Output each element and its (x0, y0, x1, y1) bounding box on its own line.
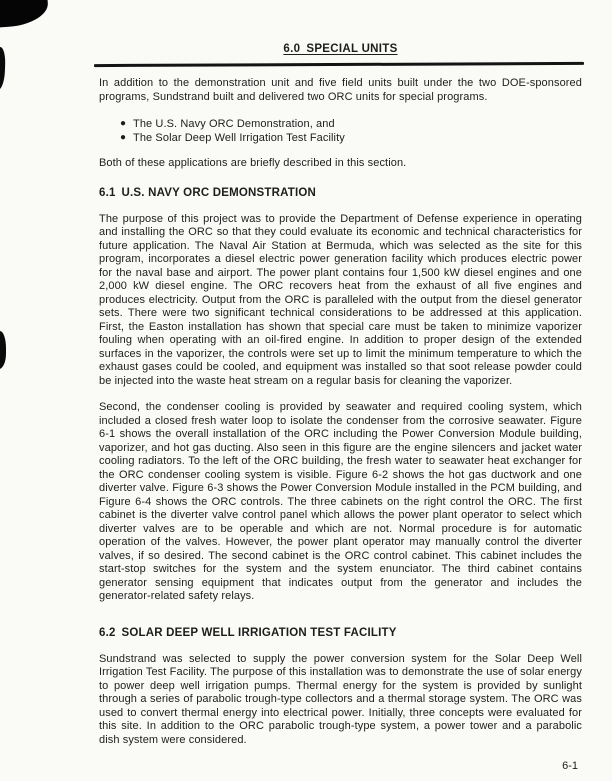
page-content (99, 42, 582, 760)
paragraph-6-2-first: Sundstrand was selected to supply the power conversion system for the Solar Deep Well Irrigation Test Facility. The purpose of this installation was to demonstrate the use of solar energy to power deep well irrigation pumps. Thermal energy for the system is provided by sunlight through a series of parabolic trough-type collectors and a thermal storage system. The ORC was used to convert thermal energy into electrical power. Initially, three concepts were evaluated for this site. In addition to the ORC parabolic trough-type system, a power tower and a parabolic dish system were considered. (99, 652, 582, 746)
intro-paragraph: In addition to the demonstration unit and five field units built under the two DOE-sponsored programs, Sundstrand built and delivered two ORC units for special programs. (99, 77, 582, 103)
page-title: 6.0 SPECIAL UNITS (283, 43, 398, 55)
summary-paragraph: Both of these applications are briefly described in this section. (99, 157, 407, 169)
scan-artifact-left-edge-mid (0, 331, 6, 369)
paragraph-6-1-second: Second, the condenser cooling is provided by seawater and required cooling system, which included a closed fresh water loop to isolate the condenser from the corrosive seawater. Figure 6-1 shows the overall installation of the ORC including the Power Conversion Module building, vaporizer, and hot gas ducting. Also seen in this figure are the engine silencers and jacket water cooling radiators. To the left of the ORC building, the fresh water to seawater heat exchanger for the ORC condenser cooling system is visible. Figure 6-2 shows the hot gas ductwork and one diverter valve. Figure 6-3 shows the Power Conversion Module installed in the PCM building, and Figure 6-4 shows the ORC controls. The three cabinets on the right control the ORC. The first cabinet is the diverter valve control panel which allows the power plant operator to select which diverter valves are to be operable and which are not. Normal procedure is for automatic operation of the valves. However, the power plant operator may manually control the diverter valves, if so desired. The second cabinet is the ORC control cabinet. This cabinet includes the start-stop switches for the system and the system enunciator. The third cabinet contains generator sensing equipment that indicates output from the generator and includes the generator-related safety relays. (99, 401, 582, 602)
bullet-icon: ● (120, 132, 127, 143)
heading-section-6-2: 6.2 SOLAR DEEP WELL IRRIGATION TEST FACILITY (99, 626, 397, 639)
list-item-text: The U.S. Navy ORC Demonstration, and (133, 118, 335, 130)
list-item (120, 117, 582, 131)
heading-section-6-1: 6.1 U.S. NAVY ORC DEMONSTRATION (99, 186, 317, 199)
scan-artifact-left-edge-top (0, 47, 6, 90)
paragraph-6-1-first: The purpose of this project was to provide the Department of Defense experience in operating and installing the ORC so that they could evaluate its economic and technical characteristics for future application. The Naval Air Station at Bermuda, which was selected as the site for this program, incorporates a diesel electric power generation facility which produces electric power for the naval base and airport. The power plant contains four 1,500 kW diesel engines and one 2,000 kW diesel engine. The ORC recovers heat from the exhaust of all five engines and produces electricity. Output from the ORC is paralleled with the output from the diesel generator sets. There were two significant technical considerations to be addressed at this application. First, the Easton installation has shown that special care must be taken to minimize vaporizer fouling when operating with an oil-fired engine. In addition to proper design of the extended surfaces in the vaporizer, the controls were set up to limit the minimum temperature to which the exhaust gases could be cooled, and equipment was installed so that soot release powder could be injected into the waste heat stream on a regular basis for cleaning the vaporizer. (99, 212, 582, 387)
scan-artifact-corner-blob (0, 0, 49, 28)
list-item-text: The Solar Deep Well Irrigation Test Facility (133, 132, 345, 144)
page-number: 6-1 (562, 760, 578, 772)
bullet-list (120, 117, 582, 145)
list-item (120, 131, 582, 145)
header-rule (94, 62, 584, 67)
bullet-icon: ● (120, 118, 127, 129)
